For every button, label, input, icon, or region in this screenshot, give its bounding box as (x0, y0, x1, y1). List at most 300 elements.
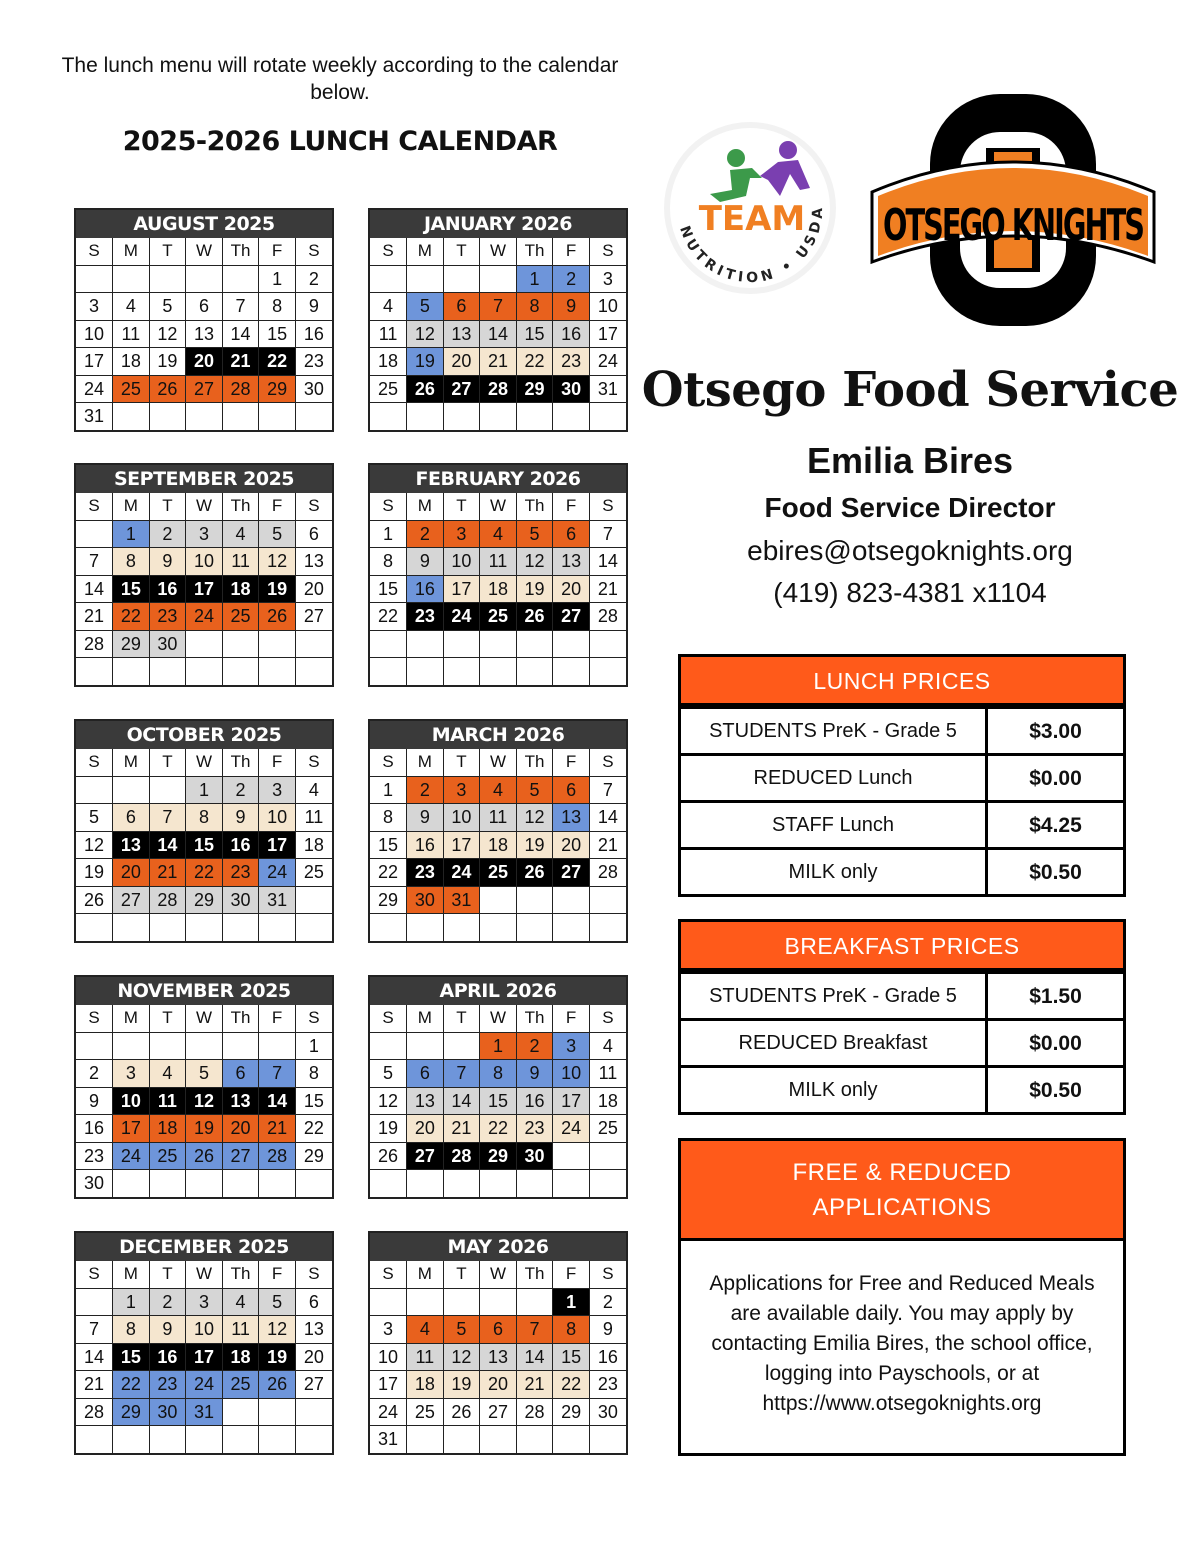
day-cell: 10 (76, 320, 113, 348)
day-cell: 22 (186, 859, 223, 887)
day-header: M (113, 749, 150, 776)
day-header: W (480, 238, 517, 265)
day-header: W (480, 1005, 517, 1032)
day-cell: 2 (76, 1060, 113, 1088)
day-cell: 25 (589, 1115, 626, 1143)
applications-body: Applications for Free and Reduced Meals are available daily. You may apply by contacting Emilia Bires, the school office, logging into Payschools, or at https://www.otsegoknights.org (709, 1272, 1095, 1415)
day-cell: 6 (553, 776, 590, 804)
week-row (370, 630, 626, 658)
day-cell: 16 (516, 1087, 553, 1115)
day-cell: 8 (259, 293, 296, 321)
day-cell (113, 265, 150, 293)
day-cell: 1 (186, 776, 223, 804)
day-cell: 23 (516, 1115, 553, 1143)
day-cell: 15 (186, 831, 223, 859)
day-cell: 3 (113, 1060, 150, 1088)
day-cell (76, 1032, 113, 1060)
day-cell (480, 1170, 517, 1197)
day-cell: 7 (589, 520, 626, 548)
director-title: Food Service Director (764, 492, 1056, 523)
day-header: F (553, 1005, 590, 1032)
week-row (76, 1371, 332, 1399)
day-cell: 17 (113, 1115, 150, 1143)
day-cell: 23 (149, 1371, 186, 1399)
day-cell: 27 (295, 603, 332, 631)
day-cell: 15 (259, 320, 296, 348)
day-cell: 7 (76, 1316, 113, 1344)
day-cell: 26 (407, 375, 444, 403)
day-cell (222, 403, 259, 430)
day-cell: 12 (149, 320, 186, 348)
price-label: STUDENTS PreK - Grade 5 (681, 709, 988, 753)
day-cell: 1 (113, 1288, 150, 1316)
day-cell: 28 (259, 1142, 296, 1170)
day-cell (443, 1170, 480, 1197)
day-cell: 29 (295, 1142, 332, 1170)
day-cell: 14 (76, 575, 113, 603)
day-cell: 24 (443, 859, 480, 887)
day-header: F (553, 238, 590, 265)
day-cell: 18 (113, 348, 150, 376)
day-cell: 4 (295, 776, 332, 804)
week-row (76, 320, 332, 348)
day-cell: 11 (149, 1087, 186, 1115)
day-cell: 9 (295, 293, 332, 321)
day-cell: 25 (407, 1398, 444, 1426)
week-row (76, 1115, 332, 1143)
day-header: T (443, 238, 480, 265)
day-cell: 18 (149, 1115, 186, 1143)
day-cell: 14 (149, 831, 186, 859)
day-cell: 24 (443, 603, 480, 631)
day-cell: 7 (443, 1060, 480, 1088)
week-row (76, 1087, 332, 1115)
month-calendar (74, 463, 334, 687)
day-cell (222, 1426, 259, 1453)
day-cell: 30 (553, 375, 590, 403)
day-cell: 22 (516, 348, 553, 376)
day-cell: 26 (370, 1142, 407, 1170)
org-name: Otsego Food Service (641, 362, 1179, 418)
day-cell (113, 1426, 150, 1453)
day-cell (516, 403, 553, 430)
day-cell: 29 (186, 886, 223, 914)
week-row (76, 293, 332, 321)
day-cell: 17 (553, 1087, 590, 1115)
day-cell (589, 403, 626, 430)
day-cell: 4 (407, 1316, 444, 1344)
day-cell: 3 (443, 776, 480, 804)
day-cell (443, 1426, 480, 1453)
day-header: M (113, 493, 150, 520)
breakfast-prices-table (678, 919, 1126, 1115)
day-cell: 10 (443, 548, 480, 576)
day-cell: 22 (370, 603, 407, 631)
day-cell: 21 (589, 831, 626, 859)
day-cell (553, 886, 590, 914)
day-header: S (589, 1005, 626, 1032)
price-value: $4.25 (1029, 814, 1082, 837)
day-cell: 13 (553, 804, 590, 832)
day-header: W (186, 238, 223, 265)
day-cell: 18 (222, 1343, 259, 1371)
price-label: REDUCED Breakfast (681, 1021, 988, 1065)
month-calendar (368, 463, 628, 687)
day-cell: 23 (295, 348, 332, 376)
day-header: S (76, 749, 113, 776)
price-label: STAFF Lunch (681, 803, 988, 847)
day-cell (186, 658, 223, 685)
day-cell: 21 (480, 348, 517, 376)
day-cell: 30 (407, 886, 444, 914)
day-cell: 17 (259, 831, 296, 859)
day-header: W (186, 1261, 223, 1288)
day-cell: 28 (589, 603, 626, 631)
day-cell: 7 (480, 293, 517, 321)
day-cell: 13 (222, 1087, 259, 1115)
month-calendar (368, 719, 628, 943)
day-cell: 21 (443, 1115, 480, 1143)
day-cell: 25 (113, 375, 150, 403)
day-header: F (553, 749, 590, 776)
price-value: $0.00 (1029, 767, 1082, 790)
day-cell (516, 1426, 553, 1453)
day-cell (113, 914, 150, 941)
day-cell: 13 (443, 320, 480, 348)
day-header: S (589, 493, 626, 520)
day-cell (76, 1426, 113, 1453)
applications-title-line1: FREE & REDUCED (792, 1159, 1012, 1186)
day-cell (259, 1398, 296, 1426)
day-cell: 16 (407, 575, 444, 603)
week-row (76, 831, 332, 859)
week-row (370, 1343, 626, 1371)
month-title: NOVEMBER 2025 (76, 977, 332, 1005)
day-cell: 29 (370, 886, 407, 914)
day-cell: 31 (370, 1426, 407, 1453)
month-title: MAY 2026 (370, 1233, 626, 1261)
day-cell: 16 (589, 1343, 626, 1371)
day-cell: 21 (149, 859, 186, 887)
day-cell: 22 (553, 1371, 590, 1399)
day-cell: 5 (443, 1316, 480, 1344)
day-cell: 11 (222, 1316, 259, 1344)
day-cell: 15 (553, 1343, 590, 1371)
day-cell: 23 (149, 603, 186, 631)
day-cell (259, 1426, 296, 1453)
day-cell: 12 (186, 1087, 223, 1115)
day-cell (589, 914, 626, 941)
day-cell (480, 403, 517, 430)
day-cell: 2 (222, 776, 259, 804)
day-cell: 27 (186, 375, 223, 403)
applications-title (681, 1141, 1123, 1241)
day-cell: 2 (407, 520, 444, 548)
day-header: S (76, 1005, 113, 1032)
day-cell: 17 (443, 831, 480, 859)
price-row (681, 753, 1123, 800)
price-row (681, 971, 1123, 1018)
day-cell: 13 (480, 1343, 517, 1371)
week-row (370, 1142, 626, 1170)
week-row (370, 1398, 626, 1426)
day-cell (113, 658, 150, 685)
day-header: F (259, 238, 296, 265)
day-cell (113, 403, 150, 430)
day-cell (589, 630, 626, 658)
day-cell: 5 (76, 804, 113, 832)
otsego-knights-logo (868, 92, 1158, 328)
week-row (76, 630, 332, 658)
director-email: ebires@otsegoknights.org (747, 535, 1073, 566)
day-cell: 3 (186, 1288, 223, 1316)
week-row (370, 293, 626, 321)
day-cell: 18 (589, 1087, 626, 1115)
day-header: S (295, 238, 332, 265)
price-row (681, 706, 1123, 753)
day-cell: 9 (553, 293, 590, 321)
day-cell: 17 (186, 575, 223, 603)
week-row (370, 1170, 626, 1197)
month-title: FEBRUARY 2026 (370, 465, 626, 493)
day-header: S (370, 1261, 407, 1288)
day-cell: 22 (295, 1115, 332, 1143)
day-cell: 22 (113, 1371, 150, 1399)
week-row (370, 886, 626, 914)
day-cell: 28 (222, 375, 259, 403)
week-row (370, 403, 626, 430)
day-header: S (589, 238, 626, 265)
day-cell (553, 914, 590, 941)
day-cell: 30 (516, 1142, 553, 1170)
price-row (681, 1065, 1123, 1112)
day-cell: 12 (76, 831, 113, 859)
day-cell: 20 (443, 348, 480, 376)
day-cell: 10 (259, 804, 296, 832)
day-cell: 15 (113, 1343, 150, 1371)
day-cell: 5 (149, 293, 186, 321)
week-row (370, 804, 626, 832)
day-cell: 6 (295, 520, 332, 548)
day-cell: 5 (370, 1060, 407, 1088)
day-cell: 18 (222, 575, 259, 603)
day-cell: 10 (370, 1343, 407, 1371)
price-value: $0.00 (1029, 1032, 1082, 1055)
day-cell: 17 (186, 1343, 223, 1371)
day-cell: 15 (370, 831, 407, 859)
day-header: S (295, 1261, 332, 1288)
day-cell (76, 1288, 113, 1316)
day-cell (480, 914, 517, 941)
team-word: TEAM (698, 199, 806, 239)
week-row (370, 348, 626, 376)
day-cell: 27 (553, 859, 590, 887)
week-row (370, 548, 626, 576)
day-cell: 9 (76, 1087, 113, 1115)
day-cell (259, 658, 296, 685)
day-cell (589, 1142, 626, 1170)
day-header: S (589, 1261, 626, 1288)
day-cell (370, 658, 407, 685)
week-row (76, 886, 332, 914)
day-cell: 9 (222, 804, 259, 832)
day-cell: 20 (553, 575, 590, 603)
day-cell: 13 (553, 548, 590, 576)
day-cell: 13 (295, 1316, 332, 1344)
breakfast-prices-title: BREAKFAST PRICES (681, 922, 1123, 971)
day-cell: 7 (516, 1316, 553, 1344)
day-cell: 14 (516, 1343, 553, 1371)
day-cell: 20 (186, 348, 223, 376)
day-header: S (295, 749, 332, 776)
day-cell: 25 (480, 859, 517, 887)
day-cell: 28 (480, 375, 517, 403)
day-header: T (443, 749, 480, 776)
day-cell: 10 (443, 804, 480, 832)
day-cell: 8 (480, 1060, 517, 1088)
day-header: F (259, 493, 296, 520)
day-cell: 3 (370, 1316, 407, 1344)
month-calendar (368, 975, 628, 1199)
day-cell (370, 1288, 407, 1316)
day-cell: 2 (553, 265, 590, 293)
day-cell (443, 914, 480, 941)
day-cell: 23 (407, 603, 444, 631)
day-cell: 22 (480, 1115, 517, 1143)
day-cell (76, 658, 113, 685)
day-header: S (370, 1005, 407, 1032)
day-cell: 7 (589, 776, 626, 804)
day-cell: 1 (370, 776, 407, 804)
month-title: AUGUST 2025 (76, 210, 332, 238)
day-cell (407, 630, 444, 658)
week-row (370, 1060, 626, 1088)
day-cell: 21 (516, 1371, 553, 1399)
day-cell: 11 (480, 804, 517, 832)
day-header: F (553, 493, 590, 520)
day-cell: 25 (149, 1142, 186, 1170)
week-row (76, 548, 332, 576)
day-cell (516, 658, 553, 685)
day-cell: 2 (516, 1032, 553, 1060)
day-cell: 8 (113, 548, 150, 576)
day-cell: 10 (186, 1316, 223, 1344)
day-cell: 1 (259, 265, 296, 293)
week-row (76, 859, 332, 887)
day-cell: 2 (407, 776, 444, 804)
week-row (76, 348, 332, 376)
day-cell: 15 (113, 575, 150, 603)
day-cell: 18 (295, 831, 332, 859)
day-cell (516, 886, 553, 914)
day-cell: 17 (370, 1371, 407, 1399)
day-cell: 19 (443, 1371, 480, 1399)
day-cell (149, 1032, 186, 1060)
day-cell (407, 914, 444, 941)
day-cell (113, 1032, 150, 1060)
day-cell: 28 (589, 859, 626, 887)
day-cell: 27 (222, 1142, 259, 1170)
day-cell: 9 (407, 548, 444, 576)
day-cell (407, 1426, 444, 1453)
day-cell: 5 (516, 520, 553, 548)
day-cell (443, 403, 480, 430)
applications-title-line2: APPLICATIONS (812, 1194, 992, 1221)
day-cell: 3 (589, 265, 626, 293)
lunch-prices-table (678, 654, 1126, 897)
week-row (76, 603, 332, 631)
day-header: M (113, 1005, 150, 1032)
day-cell (370, 1032, 407, 1060)
day-cell: 27 (113, 886, 150, 914)
week-row (76, 658, 332, 685)
month-title: MARCH 2026 (370, 721, 626, 749)
month-title: OCTOBER 2025 (76, 721, 332, 749)
day-cell (516, 1288, 553, 1316)
day-cell: 12 (259, 1316, 296, 1344)
week-row (76, 1032, 332, 1060)
day-cell: 18 (407, 1371, 444, 1399)
day-header: W (480, 493, 517, 520)
day-cell: 24 (259, 859, 296, 887)
day-cell (407, 1032, 444, 1060)
week-row (370, 859, 626, 887)
day-cell: 23 (553, 348, 590, 376)
day-header: M (407, 749, 444, 776)
day-cell (443, 1032, 480, 1060)
week-row (370, 1316, 626, 1344)
day-header: Th (222, 749, 259, 776)
day-cell (370, 1170, 407, 1197)
day-cell: 10 (113, 1087, 150, 1115)
day-cell (553, 403, 590, 430)
intro-text: The lunch menu will rotate weekly according to the calendar below. (61, 54, 619, 104)
day-cell: 16 (76, 1115, 113, 1143)
day-cell (589, 1426, 626, 1453)
day-cell (186, 403, 223, 430)
day-header: Th (516, 749, 553, 776)
team-ring-text: NUTRITION • USDA (676, 203, 827, 287)
day-cell: 12 (259, 548, 296, 576)
day-cell (553, 1426, 590, 1453)
day-cell: 14 (589, 804, 626, 832)
day-header: Th (222, 238, 259, 265)
month-calendar (368, 208, 628, 432)
day-cell: 26 (516, 859, 553, 887)
week-row (76, 520, 332, 548)
knights-wordmark: OTSEGO KNIGHTS (883, 200, 1144, 251)
day-cell: 24 (113, 1142, 150, 1170)
day-cell: 11 (222, 548, 259, 576)
day-header: S (370, 749, 407, 776)
day-cell: 16 (149, 1343, 186, 1371)
day-header: Th (516, 493, 553, 520)
day-cell: 9 (516, 1060, 553, 1088)
day-cell: 25 (370, 375, 407, 403)
day-cell: 4 (222, 520, 259, 548)
day-cell (370, 265, 407, 293)
day-header: S (295, 1005, 332, 1032)
day-cell: 21 (76, 603, 113, 631)
director-phone: (419) 823-4381 x1104 (773, 577, 1047, 608)
day-cell: 5 (407, 293, 444, 321)
day-header: M (407, 1005, 444, 1032)
day-cell: 22 (113, 603, 150, 631)
day-cell: 8 (295, 1060, 332, 1088)
day-cell: 26 (259, 603, 296, 631)
week-row (76, 265, 332, 293)
day-cell: 29 (553, 1398, 590, 1426)
